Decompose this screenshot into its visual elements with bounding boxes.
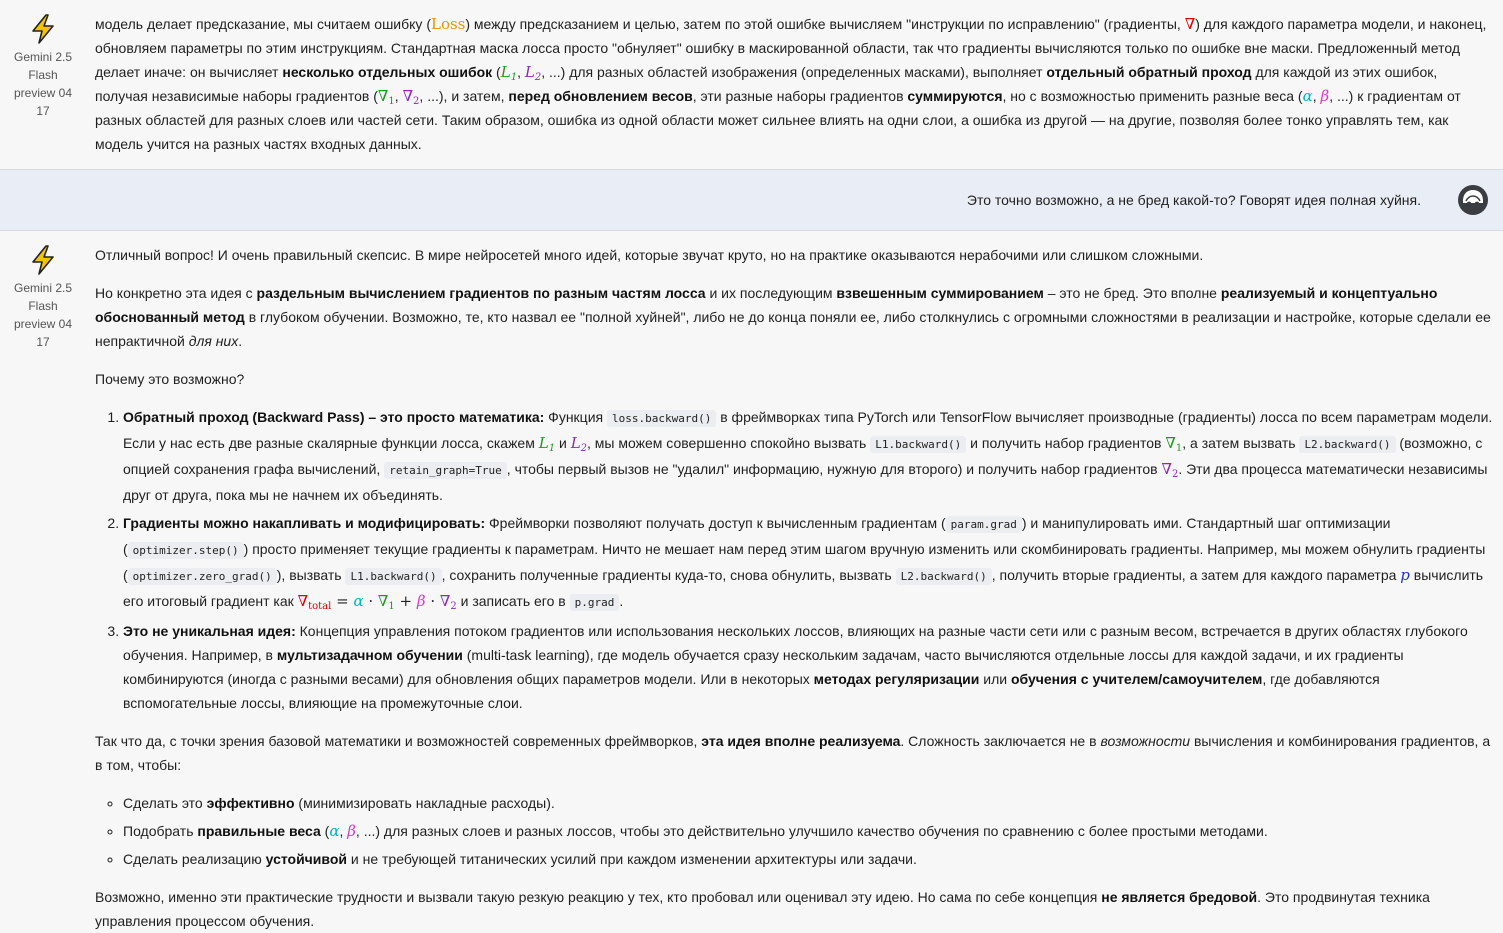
model-message-previous [0,0,1503,170]
list-item: 2. Градиенты можно накапливать и модифицировать: Фреймворки позволяют получать доступ к вычисленным градиентам ( param.grad ) и манипулировать ими. Стандартный шаг оптимизации ( optimizer.step() ) просто применяет текущие градиенты к параметрам. Ничто не мешает нам перед этим шагом вручную изменить или скомбинировать градиенты. Например, мы можем обнулить градиенты ( optimizer.zero_grad() ), вызвать L1.backward() , сохранить полученные градиенты куда-то, снова обнулить, вызвать L2.backward() , получить вторые градиенты, а затем для каждого параметра p вычислить его итоговый градиент как $\nabla_{total} = \alpha \cdot \nabla_1 + \beta \cdot \nabla_2$ и записать его в p.grad . [123,511,1493,615]
paragraph-conclusion: Так что да, с точки зрения базовой математики и возможностей современных фреймворков, эта идея вполне реализуема. Сложность заключается не в возможности вычисления и комбинирования градиентов, а в том, чтобы: [95,733,1491,773]
list-item: ◦ Подобрать правильные веса (α, β, ...) для разных слоев и разных лоссов, чтобы это действительно улучшило качество обучения по сравнению с более простыми методами. [123,819,1493,843]
paragraph-intro: Отличный вопрос! И очень правильный скепсис. В мире нейросетей много идей, которые звучат круто, но на практике оказываются нерабочими или слишком сложными. [95,247,1204,263]
paragraph-why: Почему это возможно? [95,371,245,387]
code-snippet: L1.backward() [870,436,966,453]
lightning-bolt-icon [29,245,57,275]
paragraph: модель делает предсказание, мы считаем ошибку (Loss) между предсказанием и целью, затем по этой ошибке вычисляем "инструкции по исправлению" (градиенты, ∇) для каждого параметра модели, и наконец, обновляем параметры по этим инструкциям. Стандартная маска лосса просто "обнуляет" ошибку в маскированной области, так что градиенты вычисляются только по ошибке вне маски. Предложенный метод делает иначе: он вычисляет несколько отдельных ошибок ($L_1$, $L_2$, ...) для разных областей изображения (определенных масками), выполняет отдельный обратный проход для каждой из этих ошибок, получая независимые наборы градиентов ($\nabla_1$, $\nabla_2$, ...), и затем, перед обновлением весов, эти разные наборы градиентов суммируются, но с возможностью применить разные веса (α, β, ...) к градиентам от разных областей для разных слоев или частей сети. Таким образом, ошибка из одной области может сильнее влиять на одни слои, а ошибка из другой — на другие, позволяя более тонко управлять тем, как модель учится на разных частях входных данных. [95,15,1487,152]
code-snippet: p.grad [570,594,620,611]
reasons-list [95,405,1493,715]
user-message [0,169,1503,231]
code-snippet: optimizer.zero_grad() [128,568,277,585]
user-avatar-icon [1457,184,1489,216]
code-snippet: loss.backward() [607,410,716,427]
code-snippet: L1.backward() [345,568,441,585]
code-snippet: retain_graph=True [384,462,507,479]
model-avatar-column [0,14,86,120]
code-snippet: L2.backward() [1299,436,1395,453]
list-item: ◦ Сделать реализацию устойчивой и не требующей титанических усилий при каждом изменении архитектуры или задачи. [123,847,1493,871]
paragraph-not-nonsense: Но конкретно эта идея с раздельным вычислением градиентов по разным частям лосса и их последующим взвешенным суммированием – это не бред. Это вполне реализуемый и концептуально обоснованный метод в глубоком обучении. Возможно, те, кто назвал ее "полной хуйней", либо не до конца поняли ее, либо столкнулись с огромными сложностями в реализации и настройке, которые сделали ее непрактичной для них. [95,285,1491,349]
challenges-list [95,791,1493,871]
code-snippet: optimizer.step() [128,542,244,559]
list-item: ◦ Сделать это эффективно (минимизировать накладные расходы). [123,791,1493,815]
model-name-label: Gemini 2.5 Flash preview 04 17 [13,281,73,349]
code-snippet: param.grad [946,516,1022,533]
list-item: 3. Это не уникальная идея: Концепция управления потоком градиентов или использования нескольких лоссов, влияющих на разные части сети или с разным весом, встречается в других областях глубокого обучения. Например, в мультизадачном обучении (multi-task learning), где модель обучается сразу нескольким задачам, часто вычисляются отдельные лоссы для каждой задачи, и их градиенты комбинируются (иногда с разными весами) для обновления общих параметров модели. Или в некоторых методах регуляризации или обучения с учителем/самоучителем, где добавляются вспомогательные лоссы, влияющие на промежуточные слои. [123,619,1493,715]
message-content [95,243,1493,933]
user-message-text: Это точно возможно, а не бред какой-то? Говорят идея полная хуйня. [966,192,1421,208]
model-avatar-column [0,245,86,351]
code-snippet: L2.backward() [896,568,992,585]
model-message-current [0,231,1503,929]
message-content [95,12,1493,156]
lightning-bolt-icon [29,14,57,44]
paragraph-final: Возможно, именно эти практические трудности и вызвали такую резкую реакцию у тех, кто пробовал или оценивал эту идею. Но сама по себе концепция не является бредовой. Это продвинутая техника управления процессом обучения. [95,889,1430,929]
model-name-label: Gemini 2.5 Flash preview 04 17 [13,50,73,118]
list-item: 1. Обратный проход (Backward Pass) – это просто математика: Функция loss.backward() в фреймворках типа PyTorch или TensorFlow вычисляет производные (градиенты) лосса по всем параметрам модели. Если у нас есть две разные скалярные функции лосса, скажем $L_1$ и $L_2$, мы можем совершенно спокойно вызвать L1.backward() и получить набор градиентов $\nabla_1$, а затем вызвать L2.backward() (возможно, с опцией сохранения графа вычислений, retain_graph=True , чтобы первый вызов не "удалил" информацию, нужную для второго) и получить набор градиентов $\nabla_2$. Эти два процесса математически независимы друг от друга, пока мы не начнем их объединять. [123,405,1493,507]
